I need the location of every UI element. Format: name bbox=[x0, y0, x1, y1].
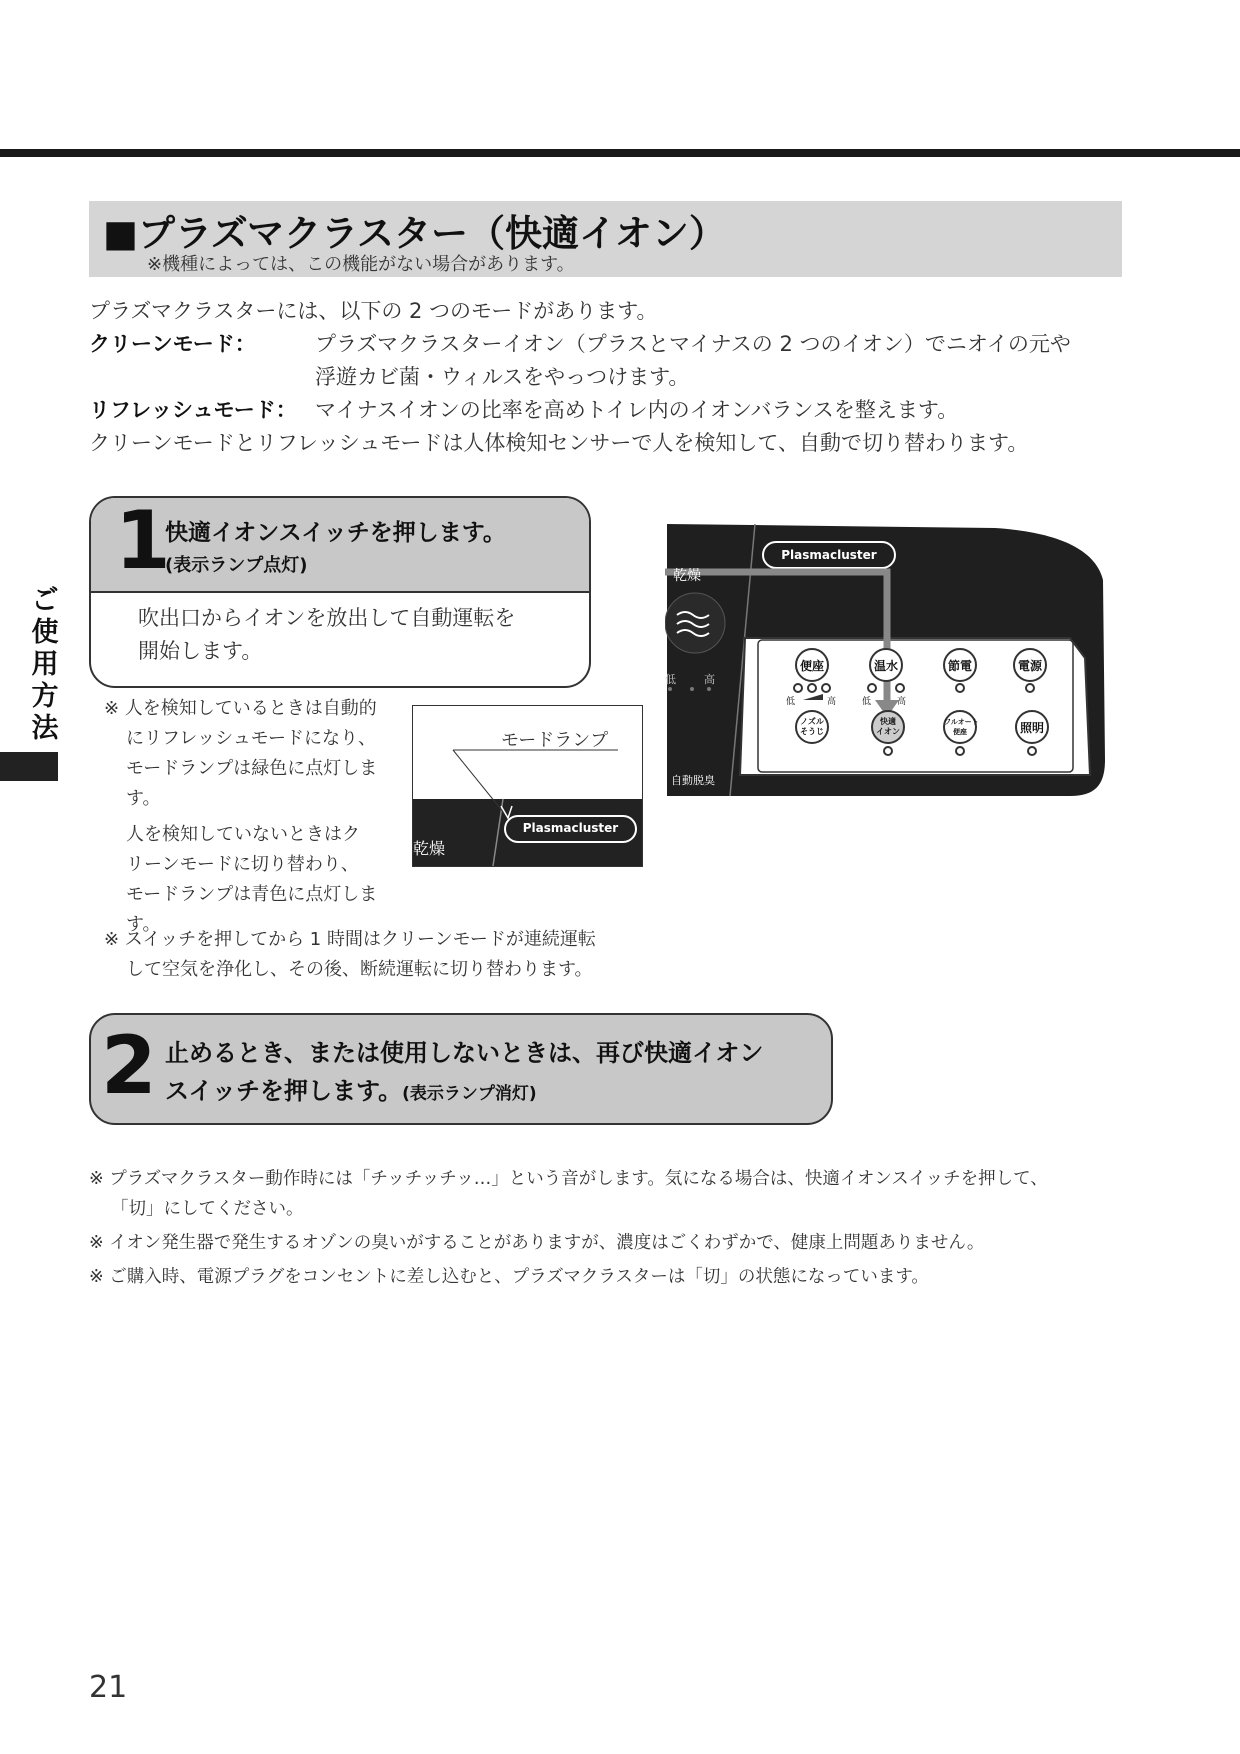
note-line: モードランプは青色に点灯しま bbox=[126, 884, 378, 905]
page-number: 21 bbox=[89, 1670, 128, 1705]
side-tab-char: 用 bbox=[31, 649, 59, 680]
step-1-body-2: 開始します。 bbox=[138, 639, 263, 663]
footnote: ※ プラズマクラスター動作時には「チッチッチッ…」という音がします。気になる場合は、快適イオンスイッチを押して、 bbox=[89, 1169, 1048, 1189]
power-button[interactable]: 電源 bbox=[1017, 659, 1042, 673]
note-line: して空気を浄化し、その後、断続運転に切り替わります。 bbox=[126, 959, 593, 980]
footnote: ※ イオン発生器で発生するオゾンの臭いがすることがありますが、濃度はごくわずかで、健康上問題ありません。 bbox=[89, 1233, 985, 1253]
step-1-sub: (表示ランプ点灯) bbox=[165, 555, 308, 576]
water-range-high: 高 bbox=[897, 697, 907, 707]
footnote: 「切」にしてください。 bbox=[111, 1199, 304, 1219]
step-2-line-2-text: スイッチを押します。 bbox=[165, 1077, 403, 1105]
note-line: 人を検知していないときはク bbox=[126, 824, 360, 845]
panel-dry-label: 乾燥 bbox=[673, 568, 701, 584]
side-tab-char: 方 bbox=[31, 681, 59, 712]
refresh-mode-label: リフレッシュモード： bbox=[89, 398, 297, 422]
control-panel-illustration bbox=[665, 520, 1105, 800]
note-line: ※ 人を検知しているときは自動的 bbox=[104, 698, 377, 719]
mode-switch-note: クリーンモードとリフレッシュモードは人体検知センサーで人を検知して、自動で切り替わります。 bbox=[89, 431, 1029, 455]
refresh-mode-text: マイナスイオンの比率を高めトイレ内のイオンバランスを整えます。 bbox=[315, 398, 959, 422]
clean-mode-text-2: 浮遊カビ菌・ウィルスをやっつけます。 bbox=[315, 365, 690, 389]
step-2-line-2 bbox=[165, 1071, 537, 1106]
warm-water-button[interactable]: 温水 bbox=[873, 659, 898, 673]
step-2-number: 2 bbox=[101, 1019, 157, 1112]
nozzle-clean-button[interactable]: ノズル そうじ bbox=[800, 717, 824, 736]
page-subtitle: ※機種によっては、この機能がない場合があります。 bbox=[147, 254, 575, 275]
side-tab-marker bbox=[0, 752, 58, 781]
note-line: ※ スイッチを押してから 1 時間はクリーンモードが連続運転 bbox=[104, 929, 596, 950]
step-1-number: 1 bbox=[115, 496, 171, 587]
inset-dry-label: 乾燥 bbox=[413, 839, 446, 858]
step-1-box bbox=[89, 496, 591, 688]
step-1-note-2 bbox=[104, 925, 596, 985]
water-range-low: 低 bbox=[862, 697, 872, 707]
side-tab-char: 使 bbox=[31, 617, 59, 648]
step-2-line-1: 止めるとき、または使用しないときは、再び快適イオン bbox=[165, 1039, 764, 1067]
side-tab-char: ご bbox=[31, 585, 59, 616]
comfort-ion-button[interactable]: 快適 イオン bbox=[876, 717, 900, 736]
power-save-button[interactable]: 節電 bbox=[947, 659, 972, 673]
side-tab-char: 法 bbox=[31, 713, 59, 744]
inset-plasmacluster-badge: Plasmacluster bbox=[522, 821, 619, 835]
step-2-sub: (表示ランプ消灯) bbox=[402, 1084, 537, 1104]
intro-text: プラズマクラスターには、以下の 2 つのモードがあります。 bbox=[89, 299, 658, 323]
step-1-heading: 快適イオンスイッチを押します。 bbox=[165, 520, 506, 546]
step-1-body-1: 吹出口からイオンを放出して自動運転を bbox=[138, 606, 516, 630]
step-1-notes bbox=[104, 694, 404, 940]
page-title: ■プラズマクラスター（快適イオン） bbox=[103, 212, 726, 255]
step-2-box bbox=[89, 1013, 833, 1125]
note-line: す。 bbox=[126, 914, 161, 935]
footnotes bbox=[89, 1164, 1048, 1292]
note-line: す。 bbox=[126, 788, 161, 809]
seat-button[interactable]: 便座 bbox=[799, 659, 824, 673]
mode-lamp-inset bbox=[412, 705, 643, 867]
panel-high-label: 高 bbox=[704, 673, 715, 686]
panel-low-label: 低 bbox=[665, 673, 676, 686]
clean-mode-label: クリーンモード： bbox=[89, 332, 256, 356]
note-line: にリフレッシュモードになり、 bbox=[126, 728, 377, 749]
side-section-tab bbox=[25, 585, 65, 745]
auto-deodorize-label: 自動脱臭 bbox=[671, 774, 715, 787]
full-auto-seat-button[interactable]: フルオート 便座 bbox=[944, 718, 979, 736]
footnote: ※ ご購入時、電源プラグをコンセントに差し込むと、プラズマクラスターは「切」の状態になっています。 bbox=[89, 1267, 929, 1287]
panel-plasmacluster-badge: Plasmacluster bbox=[781, 548, 877, 562]
top-rule bbox=[0, 149, 1240, 157]
step-1-header bbox=[91, 498, 589, 593]
seat-range-low: 低 bbox=[786, 697, 796, 707]
seat-range-high: 高 bbox=[827, 697, 837, 707]
mode-lamp-label: モードランプ bbox=[501, 730, 609, 751]
light-button[interactable]: 照明 bbox=[1019, 721, 1044, 735]
note-line: モードランプは緑色に点灯しま bbox=[126, 758, 378, 779]
note-line: リーンモードに切り替わり、 bbox=[126, 854, 359, 875]
clean-mode-text-1: プラズマクラスターイオン（プラスとマイナスの 2 つのイオン）でニオイの元や bbox=[315, 332, 1071, 356]
